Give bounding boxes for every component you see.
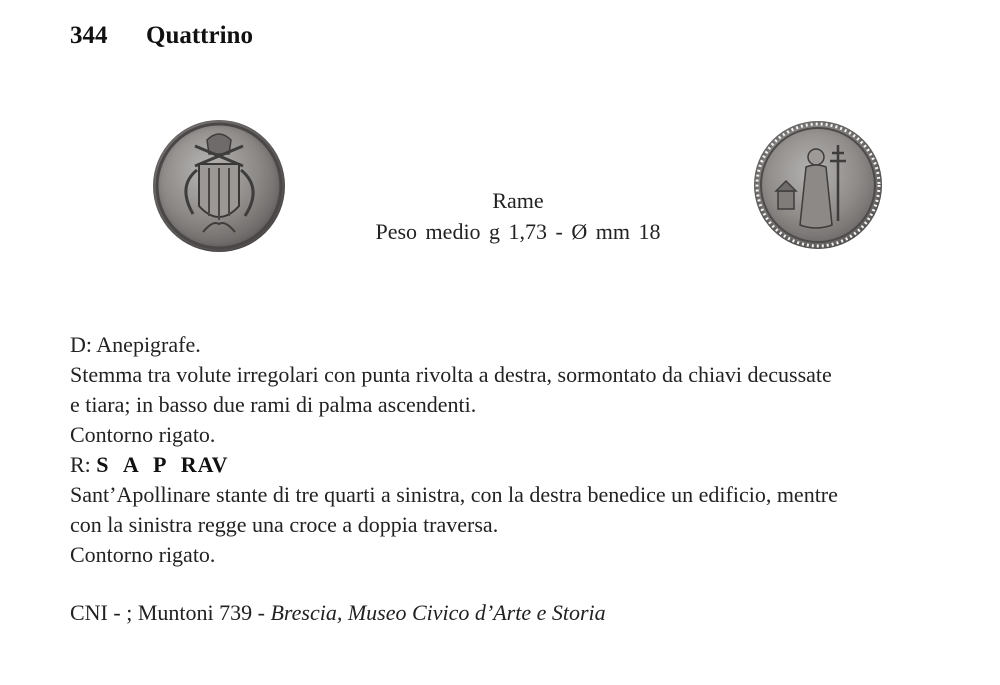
obverse-legend: Anepigrafe. (96, 332, 201, 357)
obverse-coin-art (153, 120, 285, 252)
reverse-prefix: R: (70, 452, 91, 477)
obverse-description (70, 330, 980, 450)
metal-label: Rame (492, 188, 544, 213)
obverse-legend-line (70, 330, 980, 360)
obverse-prefix: D: (70, 332, 92, 357)
catalog-heading (70, 22, 253, 50)
weight-diameter-label: Peso medio g 1,73 - Ø mm 18 (375, 219, 661, 244)
obverse-text-line-1: Stemma tra volute irregolari con punta rivolta a destra, sormontato da chiavi decussate (70, 362, 832, 387)
reverse-legend: S A P RAV (96, 452, 229, 477)
catalog-number: 344 (70, 22, 108, 49)
obverse-coin-image (153, 120, 285, 252)
museum-location: Brescia, Museo Civico d’Arte e Storia (270, 600, 606, 625)
reverse-description (70, 450, 980, 570)
reverse-coin-image (754, 121, 882, 249)
reverse-text-line-1: Sant’Apollinare stante di tre quarti a sinistra, con la destra benedice un edificio, mentre (70, 482, 838, 507)
reverse-coin-art (754, 121, 882, 249)
catalog-references: CNI - ; Muntoni 739 - (70, 600, 271, 625)
reverse-text-line-2: con la sinistra regge una croce a doppia traversa. (70, 512, 499, 537)
reverse-legend-line (70, 450, 980, 480)
bibliographic-reference (70, 600, 606, 626)
obverse-text-line-2: e tiara; in basso due rami di palma ascendenti. (70, 392, 477, 417)
reverse-edge: Contorno rigato. (70, 542, 216, 567)
coin-name: Quattrino (146, 22, 253, 49)
obverse-edge: Contorno rigato. (70, 422, 216, 447)
